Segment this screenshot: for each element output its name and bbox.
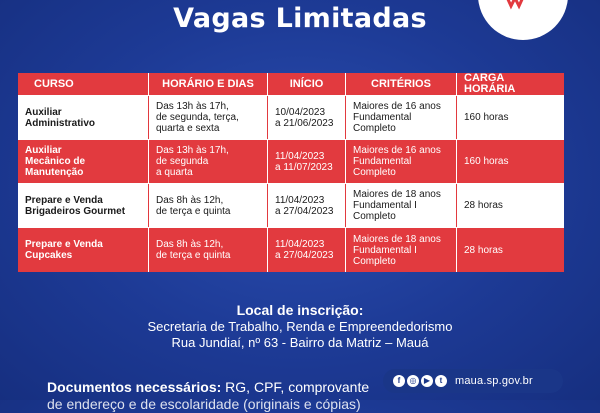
documents-text: RG, CPF, comprovante bbox=[221, 379, 370, 395]
curso-cell: Auxiliar Mecânico de Manutenção bbox=[25, 145, 86, 178]
horario-cell: Das 13h às 17h, de segunda a quarta bbox=[156, 145, 229, 178]
inicio-cell: 11/04/2023 a 27/04/2023 bbox=[275, 194, 334, 217]
required-documents bbox=[47, 379, 387, 413]
facebook-icon[interactable]: f bbox=[393, 375, 405, 387]
carga-cell: 28 horas bbox=[464, 244, 503, 256]
website-pill[interactable] bbox=[383, 369, 563, 393]
col-curso: CURSO bbox=[18, 73, 149, 95]
inicio-cell: 10/04/2023 a 21/06/2023 bbox=[275, 106, 334, 129]
location-line-2: Rua Jundiaí, nº 63 - Bairro da Matriz – Mauá bbox=[171, 335, 429, 350]
col-inicio: INÍCIO bbox=[268, 73, 346, 95]
col-carga: CARGA HORÁRIA bbox=[464, 72, 516, 95]
col-horario: HORÁRIO E DIAS bbox=[149, 73, 268, 95]
criterios-cell: Maiores de 16 anos Fundamental Completo bbox=[353, 101, 441, 134]
table-header bbox=[18, 73, 564, 96]
horario-cell: Das 8h às 12h, de terça e quinta bbox=[156, 194, 231, 217]
curso-cell: Prepare e Venda Cupcakes bbox=[25, 239, 103, 261]
criterios-cell: Maiores de 18 anos Fundamental I Completo bbox=[353, 233, 441, 267]
page-title: Vagas Limitadas bbox=[173, 3, 427, 34]
location-title: Local de inscrição: bbox=[236, 302, 364, 318]
inicio-cell: 11/04/2023 a 27/04/2023 bbox=[275, 239, 334, 261]
table-row bbox=[18, 140, 564, 184]
table-row bbox=[18, 96, 564, 140]
carga-cell: 28 horas bbox=[464, 200, 503, 211]
horario-cell: Das 8h às 12h, de terça e quinta bbox=[156, 239, 231, 261]
curso-cell: Prepare e Venda Brigadeiros Gourmet bbox=[25, 194, 126, 217]
instagram-icon[interactable]: ◎ bbox=[407, 375, 419, 387]
table-row bbox=[18, 184, 564, 228]
registration-location bbox=[0, 302, 600, 351]
carga-cell: 160 horas bbox=[464, 156, 509, 167]
location-line-1: Secretaria de Trabalho, Renda e Empreendedorismo bbox=[147, 319, 453, 334]
col-criterios: CRITÉRIOS bbox=[346, 73, 457, 95]
documents-label: Documentos necessários: bbox=[47, 379, 222, 395]
criterios-cell: Maiores de 16 anos Fundamental Completo bbox=[353, 145, 441, 178]
criterios-cell: Maiores de 18 anos Fundamental I Completo bbox=[353, 189, 441, 222]
courses-table bbox=[18, 73, 564, 272]
twitter-icon[interactable]: t bbox=[435, 375, 447, 387]
documents-text-cont: de endereço e de escolaridade (originais e cópias) bbox=[47, 396, 361, 412]
table-row bbox=[18, 228, 564, 272]
website-link[interactable]: maua.sp.gov.br bbox=[455, 375, 533, 387]
youtube-icon[interactable]: ▶ bbox=[421, 375, 433, 387]
inicio-cell: 11/04/2023 a 11/07/2023 bbox=[275, 150, 333, 173]
curso-cell: Auxiliar Administrativo bbox=[25, 106, 96, 129]
horario-cell: Das 13h às 17h, de segunda, terça, quarta e sexta bbox=[156, 101, 239, 134]
carga-cell: 160 horas bbox=[464, 112, 509, 123]
